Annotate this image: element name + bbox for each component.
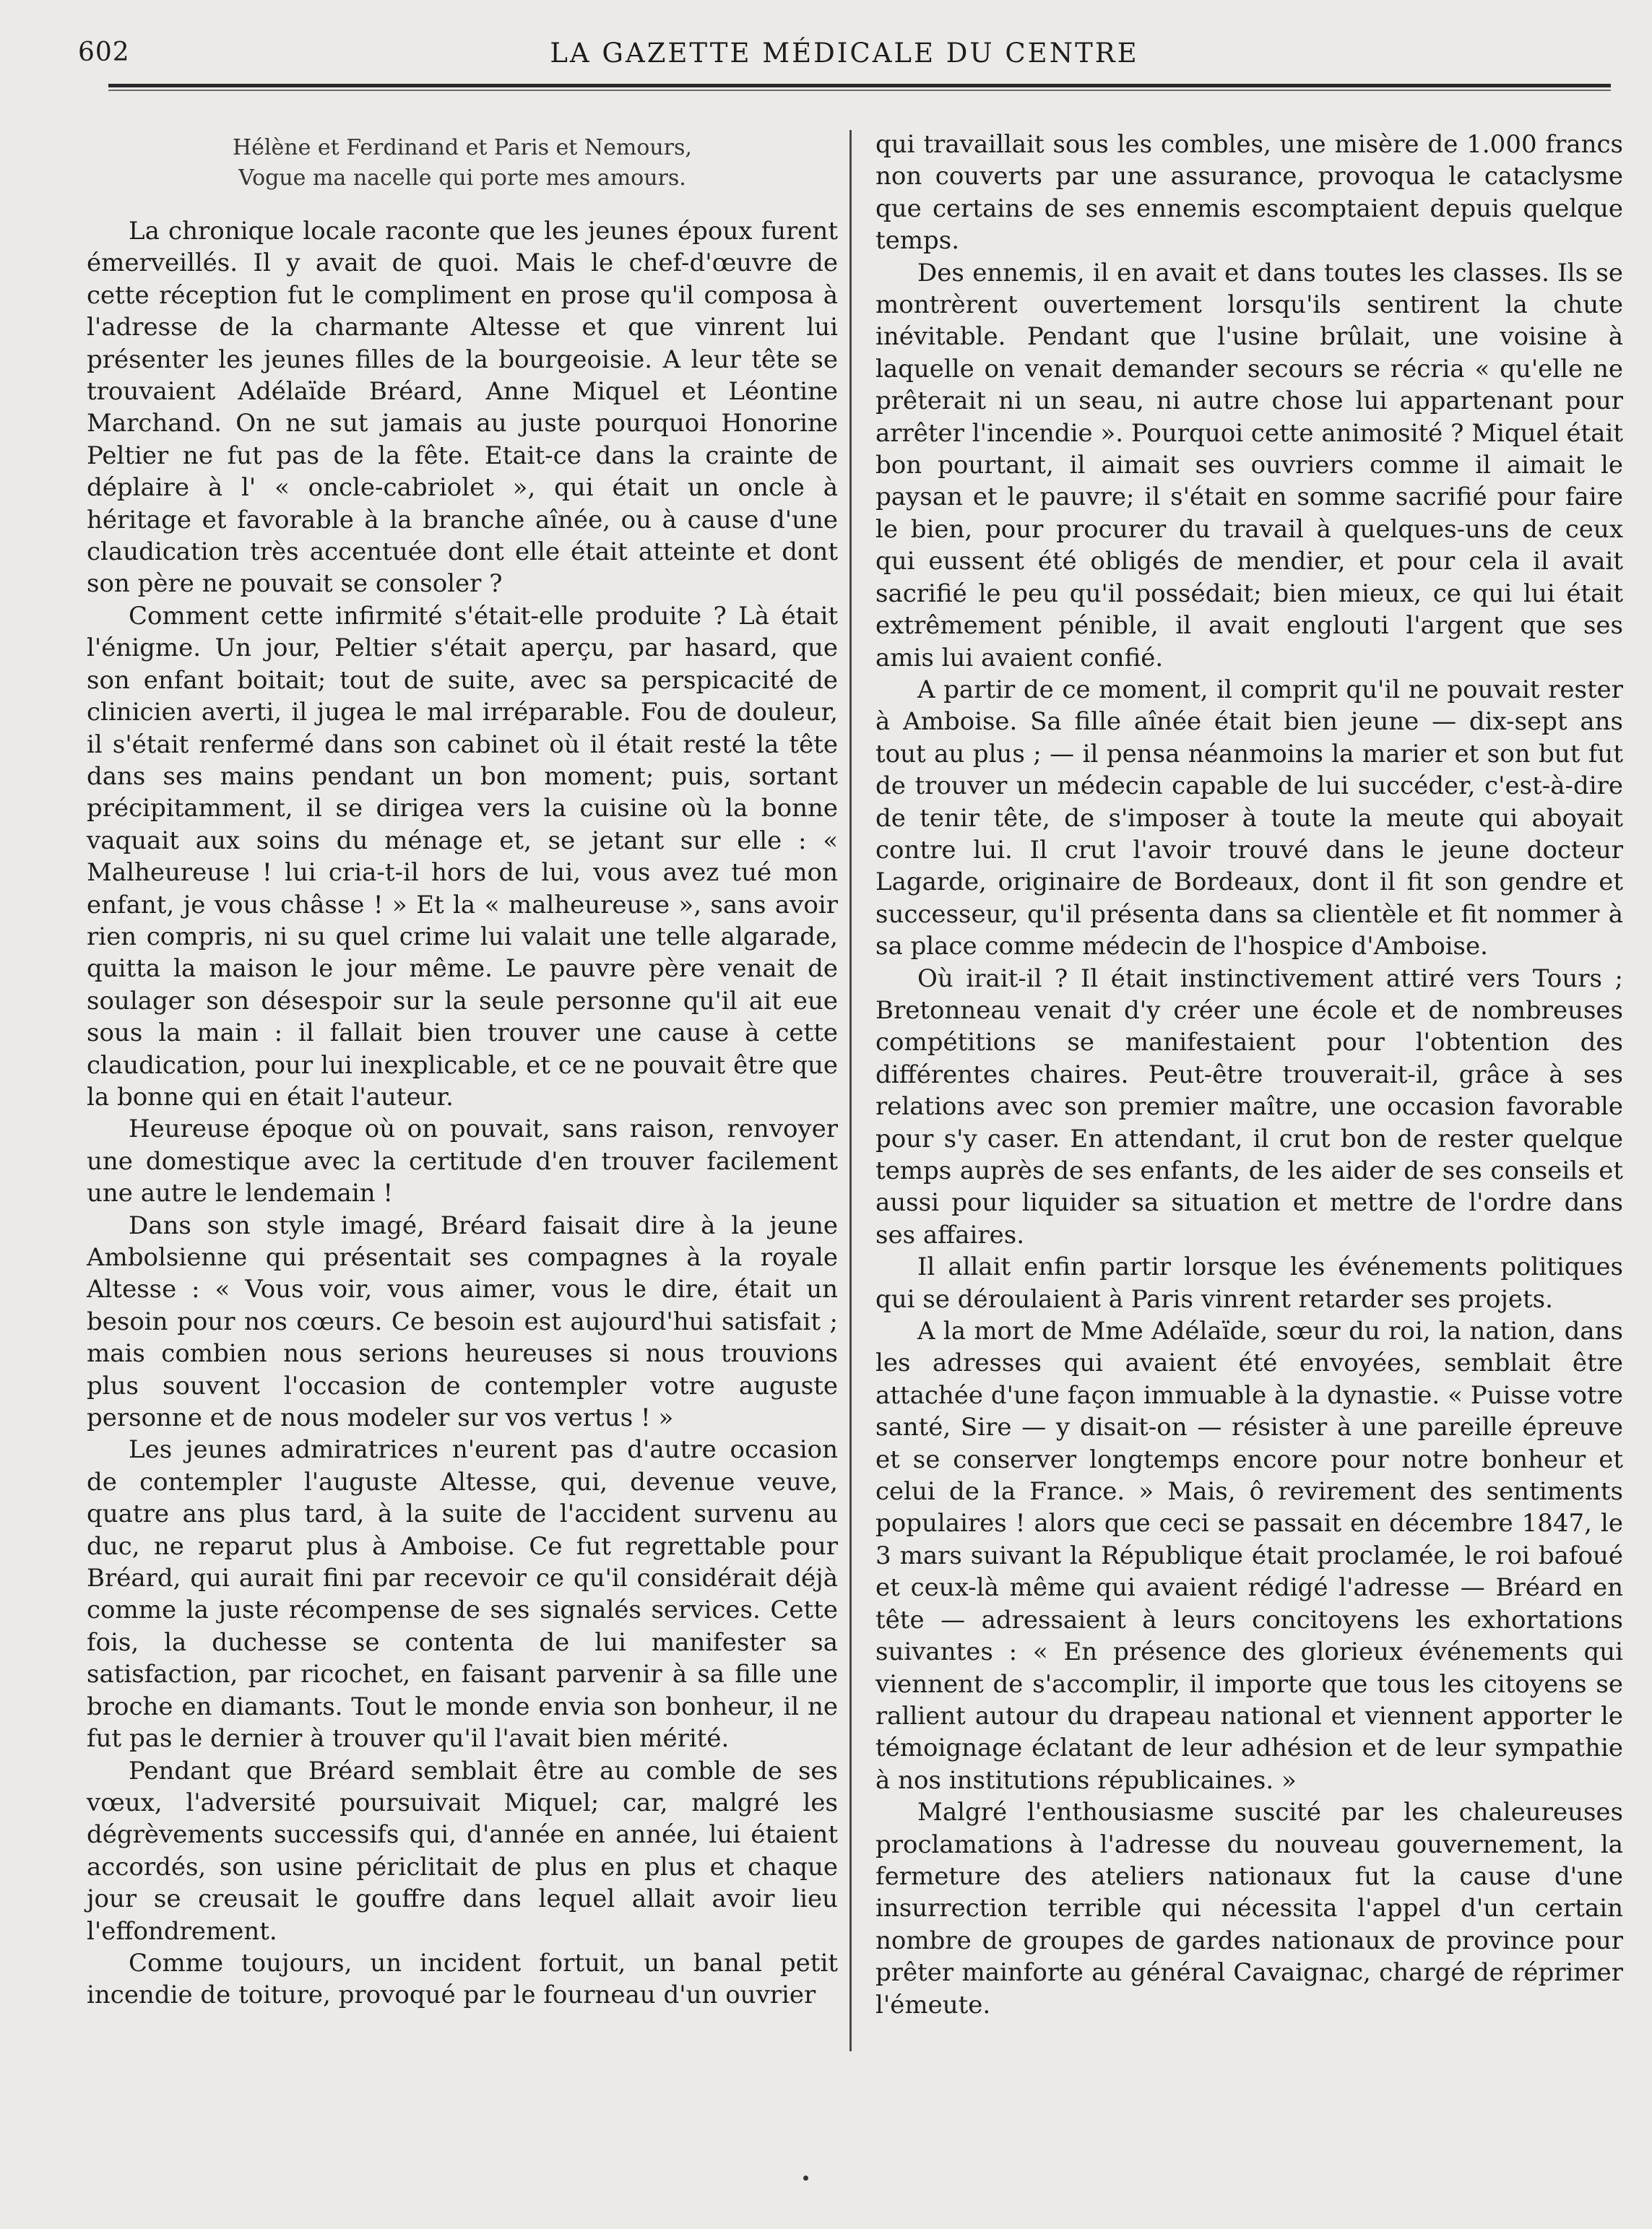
paragraph: Des ennemis, il en avait et dans toutes les classes. Ils se montrèrent ouvertement lorsqu'ils sentirent la chute inévitable. Pendant que l'usine brûlait, une voisine à laquelle on venait demander secours se récria « qu'elle ne prêterait ni un seau, ni autre chose lui appartenant pour arrêter l'incendie ». Pourquoi cette animosité ? Miquel était bon pourtant, il aimait ses ouvriers comme il aimait le paysan et le pauvre; il s'était en somme sacrifié pour faire le bien, pour procurer du travail à quelques-uns de ceux qui eussent été obligés de mendier, et pour cela il avait sacrifié le peu qu'il possédait; bien mieux, ce qui lui était extrêmement pénible, il avait englouti l'argent que ses amis lui avaient confié. [875,258,1623,672]
paragraph: Dans son style imagé, Bréard faisait dire à la jeune Ambolsienne qui présentait ses compagnes à la royale Altesse : « Vous voir, vous aimer, vous le dire, était un besoin pour nos cœurs. Ce besoin est aujourd'hui satisfait ; mais combien nous serions heureuses si nous trouvions plus souvent l'occasion de contempler votre auguste personne et de nous modeler sur vos vertus ! » [87,1211,838,1433]
paragraph: Comme toujours, un incident fortuit, un banal petit incendie de toiture, provoqué par le fourneau d'un ouvrier [87,1948,838,2010]
paragraph: Malgré l'enthousiasme suscité par les chaleureuses proclamations à l'adresse du nouveau gouvernement, la fermeture des ateliers nationaux fut la cause d'une insurrection terrible qui nécessita l'appel d'un certain nombre de groupes de gardes nationaux de province pour prêter mainforte au général Cavaignac, chargé de réprimer l'émeute. [875,1798,1623,2020]
verse-line: Hélène et Ferdinand et Paris et Nemours, [233,135,692,160]
paragraph: Il allait enfin partir lorsque les événements politiques qui se déroulaient à Paris vinrent retarder ses projets. [875,1252,1623,1314]
right-column [875,129,1623,2021]
verse-quote [87,133,838,194]
paragraph: La chronique locale raconte que les jeunes époux furent émerveillés. Il y avait de quoi. Mais le chef-d'œuvre de cette réception fut le compliment en prose qu'il composa à l'adresse de la charmante Altesse et que vinrent lui présenter les jeunes filles de la bourgeoisie. A leur tête se trouvaient Adélaïde Bréard, Anne Miquel et Léontine Marchand. On ne sut jamais au juste pourquoi Honorine Peltier ne fut pas de la fête. Etait-ce dans la crainte de déplaire à l' « oncle-cabriolet », qui était un oncle à héritage et favorable à la branche aînée, ou à cause d'une claudication très accentuée dont elle était atteinte et dont son père ne pouvait se consoler ? [87,217,838,599]
verse-line: Vogue ma nacelle qui porte mes amours. [238,165,686,191]
paragraph: Où irait-il ? Il était instinctivement attiré vers Tours ; Bretonneau venait d'y créer une école et de nombreuses compétitions se manifestaient pour l'obtention des différentes chaires. Peut-être trouverait-il, grâce à ses relations avec son premier maître, une occasion favorable pour s'y caser. En attendant, il crut bon de rester quelque temps auprès de ses enfants, de les aider de ses conseils et aussi pour liquider sa situation et mettre de l'ordre dans ses affaires. [875,964,1623,1250]
paragraph: Pendant que Bréard semblait être au comble de ses vœux, l'adversité poursuivait Miquel; car, malgré les dégrèvements successifs qui, d'année en année, lui étaient accordés, son usine périclitait de plus en plus et chaque jour se creusait le gouffre dans lequel allait avoir lieu l'effondrement. [87,1756,838,1946]
running-title: LA GAZETTE MÉDICALE DU CENTRE [550,38,1139,69]
paragraph: Comment cette infirmité s'était-elle produite ? Là était l'énigme. Un jour, Peltier s'était aperçu, par hasard, que son enfant boitait; tout de suite, avec sa perspicacité de clinicien averti, il jugea le mal irréparable. Fou de douleur, il s'était renfermé dans son cabinet où il était resté la tête dans ses mains pendant un bon moment; puis, sortant précipitamment, il se dirigea vers la cuisine où la bonne vaquait aux soins du ménage et, se jetant sur elle : « Malheureuse ! lui cria-t-il hors de lui, vous avez tué mon enfant, je vous châsse ! » Et la « malheureuse », sans avoir rien compris, ni su quel crime lui valait une telle algarade, quitta la maison le jour même. Le pauvre père venait de soulager son désespoir sur la seule personne qu'il ait eue sous la main : il fallait bien trouver une cause à cette claudication, pour lui inexplicable, et ce ne pouvait être que la bonne qui en était l'auteur. [87,601,838,1112]
page-number: 602 [78,38,130,67]
header-rule [108,84,1611,87]
paragraph: Les jeunes admiratrices n'eurent pas d'autre occasion de contempler l'auguste Altesse, qui, devenue veuve, quatre ans plus tard, à la suite de l'accident survenu au duc, ne reparut plus à Amboise. Ce fut regrettable pour Bréard, qui aurait fini par recevoir ce qu'il considérait déjà comme la juste récompense de ses signalés services. Cette fois, la duchesse se contenta de lui manifester sa satisfaction, par ricochet, en faisant parvenir à sa fille une broche en diamants. Tout le monde envia son bonheur, il ne fut pas le dernier à trouver qu'il l'avait bien mérité. [87,1435,838,1754]
print-speck [803,2176,808,2181]
paragraph: A la mort de Mme Adélaïde, sœur du roi, la nation, dans les adresses qui avaient été envoyées, semblait être attachée d'une façon immuable à la dynastie. « Puisse votre santé, Sire — y disait-on — résister à une pareille épreuve et se conserver longtemps encore pour notre bonheur et celui de la France. » Mais, ô revirement des sentiments populaires ! alors que ceci se passait en décembre 1847, le 3 mars suivant la République était proclamée, le roi bafoué et ceux-là même qui avaient rédigé l'adresse — Bréard en tête — adressaient à leurs concitoyens les exhortations suivantes : « En présence des glorieux événements qui viennent de s'accomplir, il importe que tous les citoyens se rallient autour du drapeau national et viennent apporter le témoignage éclatant de leur adhésion et de leur sympathie à nos institutions républicaines. » [875,1317,1623,1795]
paragraph: A partir de ce moment, il comprit qu'il ne pouvait rester à Amboise. Sa fille aînée était bien jeune — dix-sept ans tout au plus ; — il pensa néanmoins la marier et son but fut de trouver un médecin capable de lui succéder, c'est-à-dire de tenir tête, de s'imposer à toute la meute qui aboyait contre lui. Il crut l'avoir trouvé dans le jeune docteur Lagarde, originaire de Bordeaux, dont il fit son gendre et successeur, qu'il présenta dans sa clientèle et fit nommer à sa place comme médecin de l'hospice d'Amboise. [875,675,1623,961]
paragraph: Heureuse époque où on pouvait, sans raison, renvoyer une domestique avec la certitude d'en trouver facilement une autre le lendemain ! [87,1114,838,1208]
left-column [87,129,838,2012]
paragraph-continued: qui travaillait sous les combles, une misère de 1.000 francs non couverts par une assurance, provoqua le cataclysme que certains de ses ennemis escomptaient depuis quelque temps. [875,130,1623,256]
header-rule-thin [108,90,1611,91]
column-divider [849,130,852,2051]
page-header [78,35,1611,71]
